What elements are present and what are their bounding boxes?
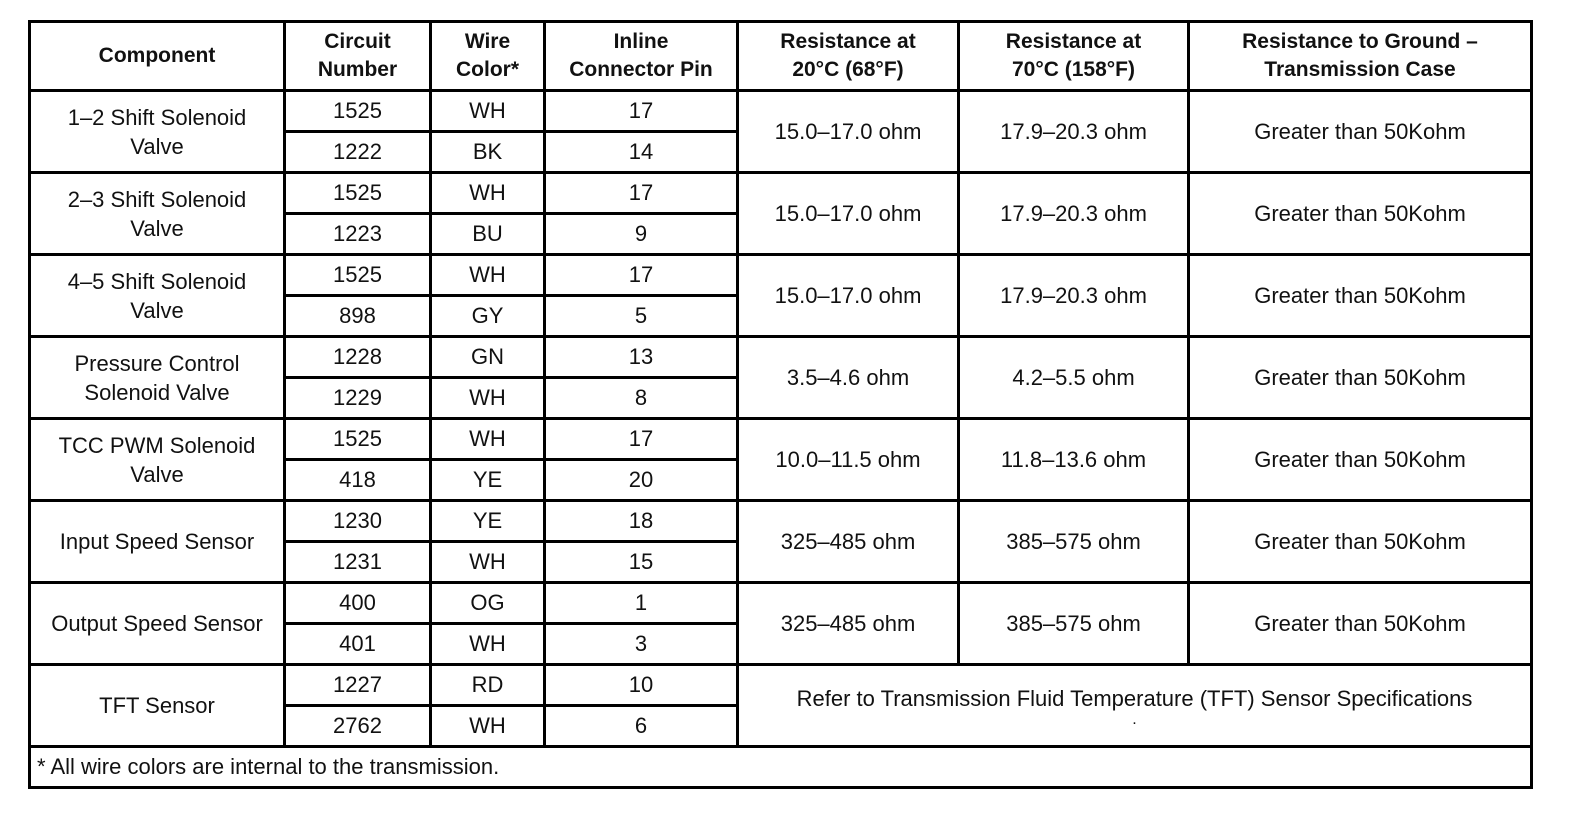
component-name-line: Valve xyxy=(130,133,184,159)
wire-color: WH xyxy=(431,624,545,665)
header-wire-color: Wire Color* xyxy=(431,22,545,91)
header-row xyxy=(30,22,1532,91)
circuit-number: 401 xyxy=(285,624,431,665)
table-row xyxy=(30,583,1532,624)
circuit-number: 1525 xyxy=(285,173,431,214)
component-name-line: Output Speed Sensor xyxy=(51,611,263,636)
component-name xyxy=(30,255,285,337)
connector-pin: 6 xyxy=(545,706,738,747)
table-row xyxy=(30,501,1532,542)
resistance-ground: Greater than 50Kohm xyxy=(1189,583,1532,665)
component-name xyxy=(30,583,285,665)
resistance-70c: 17.9–20.3 ohm xyxy=(959,91,1189,173)
component-name-line: Solenoid Valve xyxy=(84,379,230,405)
resistance-ground: Greater than 50Kohm xyxy=(1189,501,1532,583)
resistance-20c: 10.0–11.5 ohm xyxy=(738,419,959,501)
circuit-number: 1525 xyxy=(285,91,431,132)
wire-color: GY xyxy=(431,296,545,337)
header-component: Component xyxy=(30,22,285,91)
component-name-line: Valve xyxy=(130,215,184,241)
connector-pin: 3 xyxy=(545,624,738,665)
circuit-number: 2762 xyxy=(285,706,431,747)
circuit-number: 1525 xyxy=(285,255,431,296)
wire-color: WH xyxy=(431,255,545,296)
header-connector-pin: Inline Connector Pin xyxy=(545,22,738,91)
component-name-line: Input Speed Sensor xyxy=(59,529,255,554)
wire-color: WH xyxy=(431,419,545,460)
wire-color: YE xyxy=(431,501,545,542)
circuit-number: 1222 xyxy=(285,132,431,173)
table-row xyxy=(30,91,1532,132)
component-name xyxy=(30,501,285,583)
resistance-ground: Greater than 50Kohm xyxy=(1189,91,1532,173)
table-row xyxy=(30,173,1532,214)
connector-pin: 18 xyxy=(545,501,738,542)
table-row xyxy=(30,419,1532,460)
component-name-line: Pressure Control xyxy=(74,350,240,376)
resistance-70c: 17.9–20.3 ohm xyxy=(959,173,1189,255)
circuit-number: 1525 xyxy=(285,419,431,460)
component-name-line: 4–5 Shift Solenoid xyxy=(67,268,247,294)
reference-text: Refer to Transmission Fluid Temperature (TFT) Sensor Specifications xyxy=(796,685,1473,711)
resistance-20c: 15.0–17.0 ohm xyxy=(738,255,959,337)
table-row xyxy=(30,665,1532,706)
component-name-line: 1–2 Shift Solenoid xyxy=(67,104,247,130)
resistance-70c: 4.2–5.5 ohm xyxy=(959,337,1189,419)
circuit-number: 1229 xyxy=(285,378,431,419)
resistance-20c: 3.5–4.6 ohm xyxy=(738,337,959,419)
resistance-70c: 385–575 ohm xyxy=(959,583,1189,665)
connector-pin: 5 xyxy=(545,296,738,337)
wire-color: WH xyxy=(431,542,545,583)
header-resistance-70c: Resistance at 70°C (158°F) xyxy=(959,22,1189,91)
connector-pin: 9 xyxy=(545,214,738,255)
resistance-70c: 385–575 ohm xyxy=(959,501,1189,583)
connector-pin: 15 xyxy=(545,542,738,583)
header-resistance-20c: Resistance at 20°C (68°F) xyxy=(738,22,959,91)
component-name-line: Valve xyxy=(130,297,184,323)
connector-pin: 17 xyxy=(545,255,738,296)
header-circuit-number: Circuit Number xyxy=(285,22,431,91)
wire-color: GN xyxy=(431,337,545,378)
component-name xyxy=(30,419,285,501)
resistance-ground: Greater than 50Kohm xyxy=(1189,419,1532,501)
footnote: * All wire colors are internal to the transmission. xyxy=(30,747,1532,788)
resistance-20c: 15.0–17.0 ohm xyxy=(738,173,959,255)
component-name xyxy=(30,337,285,419)
circuit-number: 1228 xyxy=(285,337,431,378)
header-resistance-ground: Resistance to Ground – Transmission Case xyxy=(1189,22,1532,91)
circuit-number: 1230 xyxy=(285,501,431,542)
wire-color: WH xyxy=(431,706,545,747)
wire-color: RD xyxy=(431,665,545,706)
connector-pin: 17 xyxy=(545,173,738,214)
circuit-number: 1223 xyxy=(285,214,431,255)
circuit-number: 418 xyxy=(285,460,431,501)
wire-color: OG xyxy=(431,583,545,624)
circuit-number: 400 xyxy=(285,583,431,624)
component-name-line: TFT Sensor xyxy=(99,693,215,718)
wire-color: WH xyxy=(431,173,545,214)
connector-pin: 10 xyxy=(545,665,738,706)
wire-color: WH xyxy=(431,378,545,419)
resistance-70c: 11.8–13.6 ohm xyxy=(959,419,1189,501)
component-name xyxy=(30,91,285,173)
resistance-70c: 17.9–20.3 ohm xyxy=(959,255,1189,337)
table-row xyxy=(30,255,1532,296)
wire-color: WH xyxy=(431,91,545,132)
circuit-number: 1227 xyxy=(285,665,431,706)
connector-pin: 17 xyxy=(545,419,738,460)
component-name xyxy=(30,665,285,747)
reference-tail: . xyxy=(1132,710,1137,728)
connector-pin: 8 xyxy=(545,378,738,419)
connector-pin: 17 xyxy=(545,91,738,132)
wire-color: YE xyxy=(431,460,545,501)
footnote-row xyxy=(30,747,1532,788)
tft-reference-note xyxy=(738,665,1532,747)
resistance-ground: Greater than 50Kohm xyxy=(1189,255,1532,337)
connector-pin: 14 xyxy=(545,132,738,173)
resistance-ground: Greater than 50Kohm xyxy=(1189,337,1532,419)
resistance-20c: 325–485 ohm xyxy=(738,501,959,583)
resistance-20c: 15.0–17.0 ohm xyxy=(738,91,959,173)
component-name-line: Valve xyxy=(130,461,184,487)
resistance-ground: Greater than 50Kohm xyxy=(1189,173,1532,255)
connector-pin: 20 xyxy=(545,460,738,501)
resistance-20c: 325–485 ohm xyxy=(738,583,959,665)
component-name-line: TCC PWM Solenoid xyxy=(58,432,256,458)
component-name-line: 2–3 Shift Solenoid xyxy=(67,186,247,212)
wire-color: BK xyxy=(431,132,545,173)
circuit-number: 1231 xyxy=(285,542,431,583)
connector-pin: 13 xyxy=(545,337,738,378)
circuit-number: 898 xyxy=(285,296,431,337)
component-name xyxy=(30,173,285,255)
specification-table xyxy=(28,20,1533,789)
table-row xyxy=(30,337,1532,378)
connector-pin: 1 xyxy=(545,583,738,624)
wire-color: BU xyxy=(431,214,545,255)
